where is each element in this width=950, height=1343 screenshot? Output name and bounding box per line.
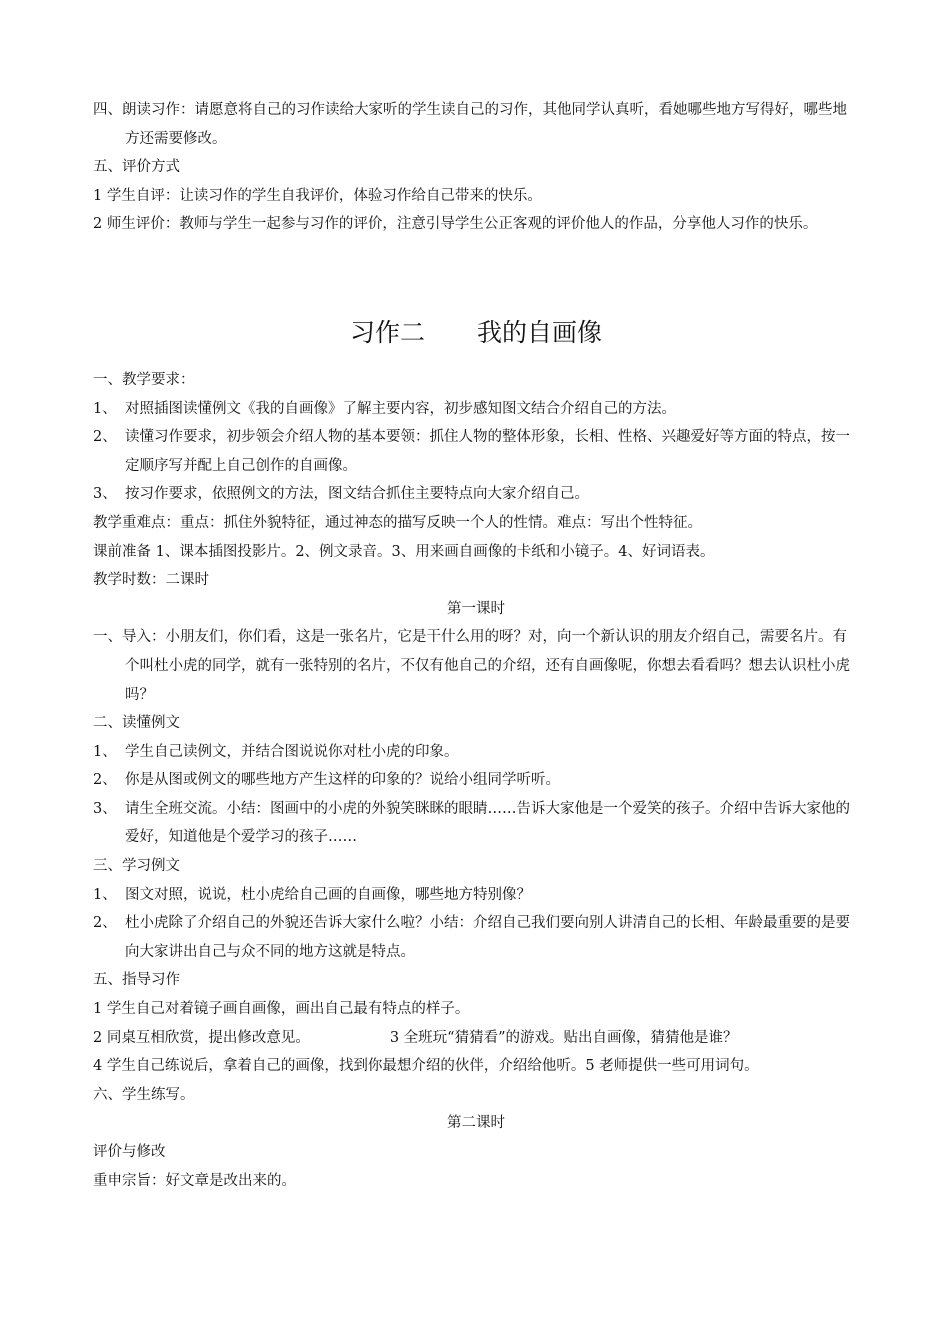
study-example-item: 1、 图文对照，说说，杜小虎给自己画的自画像，哪些地方特别像？ bbox=[93, 886, 531, 903]
section-4-read-aloud: 四、朗读习作：请愿意将自己的习作读给大家听的学生读自己的习作，其他同学认真听，看她哪些地方写得好，哪些地方还需要修改。 bbox=[93, 102, 847, 147]
read-example-item: 2、 你是从图或例文的哪些地方产生这样的印象的？说给小组同学听听。 bbox=[93, 772, 560, 789]
requirement-item: 1、 对照插图读懂例文《我的自画像》了解主要内容，初步感知图文结合介绍自己的方法。 bbox=[93, 400, 676, 417]
lesson-1-intro: 一、导入：小朋友们，你们看，这是一张名片，它是干什么用的呀？对，向一个新认识的朋友介绍自己，需要名片。有个叫杜小虎的同学，就有一张特别的名片，不仅有他自己的介绍，还有自画像呢，你想去看看吗？想去认识杜小虎吗？ bbox=[93, 629, 850, 703]
requirements-heading: 一、教学要求： bbox=[93, 371, 195, 388]
lesson-2-motto: 重申宗旨：好文章是改出来的。 bbox=[93, 1172, 296, 1189]
page-title bbox=[93, 316, 859, 350]
read-example-heading: 二、读懂例文 bbox=[93, 715, 180, 732]
preparation: 课前准备 1、课本插图投影片。2、例文录音。3、用来画自画像的卡纸和小镜子。4、好词语表。 bbox=[93, 543, 715, 560]
lesson-1-heading: 第一课时 bbox=[447, 600, 505, 617]
practice-writing: 六、学生练写。 bbox=[93, 1086, 195, 1103]
document-body bbox=[93, 96, 859, 1195]
section-5-heading: 五、评价方式 bbox=[93, 159, 180, 176]
read-example-item: 3、 请生全班交流。小结：图画中的小虎的外貌笑眯眯的眼睛……告诉大家他是一个爱笑的孩子。介绍中告诉大家他的爱好，知道他是个爱学习的孩子…… bbox=[93, 800, 850, 846]
lesson-2-heading: 第二课时 bbox=[447, 1115, 505, 1132]
study-example-item: 2、 杜小虎除了介绍自己的外貌还告诉大家什么啦？小结：介绍自己我们要向别人讲清自己的长相、年龄最重要的是要向大家讲出自己与众不同的地方这就是特点。 bbox=[93, 915, 850, 960]
guide-step-1: 1 学生自己对着镜子画自画像，画出自己最有特点的样子。 bbox=[93, 1001, 470, 1018]
requirement-item: 3、 按习作要求，依照例文的方法，图文结合抓住主要特点向大家介绍自己。 bbox=[93, 486, 589, 503]
lesson-2-subheading: 评价与修改 bbox=[93, 1144, 166, 1160]
study-example-heading: 三、学习例文 bbox=[93, 858, 180, 875]
self-evaluation: 1 学生自评：让读习作的学生自我评价，体验习作给自己带来的快乐。 bbox=[93, 187, 542, 204]
teaching-hours: 教学时数：二课时 bbox=[93, 572, 209, 589]
teacher-student-evaluation: 2 师生评价：教师与学生一起参与习作的评价，注意引导学生公正客观的评价他人的作品，分享他人习作的快乐。 bbox=[93, 216, 818, 233]
guide-writing-heading: 五、指导习作 bbox=[93, 972, 180, 989]
guide-steps-2-3: 2 同桌互相欣赏，提出修改意见。 3 全班玩“猜猜看”的游戏。贴出自画像，猜猜他是谁？ bbox=[93, 1029, 738, 1046]
read-example-item: 1、 学生自己读例文，并结合图说说你对杜小虎的印象。 bbox=[93, 743, 459, 760]
key-points: 教学重难点：重点：抓住外貌特征，通过神态的描写反映一个人的性情。难点：写出个性特征。 bbox=[93, 514, 702, 531]
title-part-2: 我的自画像 bbox=[477, 317, 603, 347]
requirement-item: 2、 读懂习作要求，初步领会介绍人物的基本要领：抓住人物的整体形象，长相、性格、兴趣爱好等方面的特点，按一定顺序写并配上自己创作的自画像。 bbox=[93, 429, 850, 474]
guide-steps-4-5: 4 学生自己练说后，拿着自己的画像，找到你最想介绍的伙伴，介绍给他听。5 老师提供一些可用词句。 bbox=[93, 1058, 759, 1075]
title-part-1: 习作二 bbox=[349, 317, 425, 347]
